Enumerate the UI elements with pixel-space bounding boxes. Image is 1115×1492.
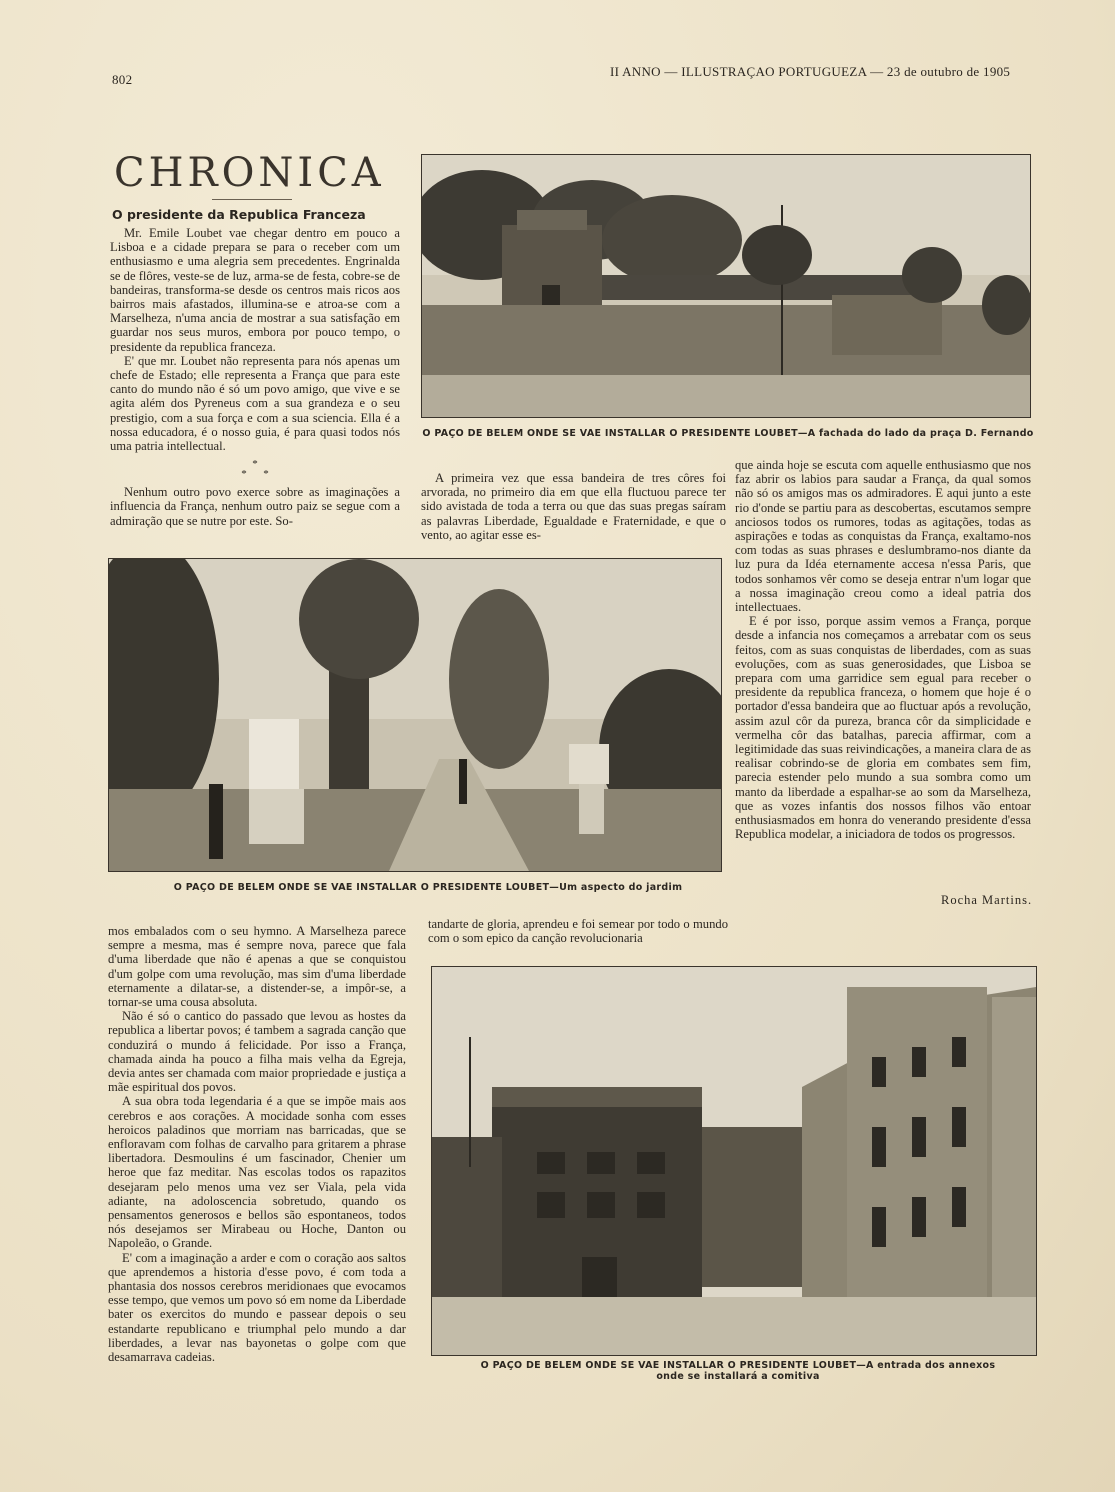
caption-line: O PAÇO DE BELEM ONDE SE VAE INSTALLAR O PRESIDENTE LOUBET—A entrada dos annexos <box>480 1360 996 1371</box>
photo-annex-entrance <box>431 966 1037 1356</box>
article-column-3 <box>735 458 1031 876</box>
caption-photo-3 <box>431 1360 1045 1382</box>
article-column-5 <box>428 917 728 949</box>
paragraph: mos embalados com o seu hymno. A Marselheza parece sempre a mesma, mas é sempre nova, parece que fala d'uma liberdade que não é apenas a que se conquistou d'um golpe com uma revolução, mas sim d'uma liberdade eternamente a dilatar-se, a distender-se, a impôr-se, a tornar-se uma cousa absoluta. <box>108 924 406 1010</box>
paragraph: E' que mr. Loubet não representa para nós apenas um chefe de Estado; elle representa a França que para este canto do mundo não é só um povo amigo, que vive e se agita além dos Pyreneus com a sua grandeza e o seu prestigio, com a sua força e com a sua sciencia. Ella é a nossa educadora, é o nosso guia, é para quasi todos nós uma patria intellectual. <box>110 353 400 454</box>
article-column-2 <box>421 471 726 543</box>
paragraph: Nenhum outro povo exerce sobre as imaginações a influencia da França, nenhum outro paiz se segue com a admiração que se nutre por este. So- <box>110 485 400 528</box>
paragraph: A primeira vez que essa bandeira de tres côres foi arvorada, no primeiro dia em que ella fluctuou parece ter sido avistada de toda a terra ou que das suas pregas saíram as palavras Liberdade, Egualdade e Fraternidade, e que o vento, ao agitar esse es- <box>421 471 726 542</box>
article-column-1 <box>110 226 400 542</box>
section-separator: * * * <box>241 458 269 481</box>
caption-photo-2: O PAÇO DE BELEM ONDE SE VAE INSTALLAR O PRESIDENTE LOUBET—Um aspecto do jardim <box>173 882 683 893</box>
photo-palace-garden <box>108 558 722 872</box>
title-divider <box>212 199 292 200</box>
photo-palace-facade <box>421 154 1031 418</box>
article-column-4 <box>108 924 406 1386</box>
paragraph: E é por isso, porque assim vemos a França, porque desde a infancia nos começamos a arrebatar com os seus feitos, com as suas conquistas de liberdades, com as suas evoluções, com as suas generosidades, que Lisboa se prepara com uma garridice sem egual para receber o presidente da republica franceza, o homem que hoje é o portador d'essa bandeira que ao fluctuar após a revolução, assim azul côr da pureza, branca côr da simplicidade e vermelha côr das batalhas, parecia affirmar, com a legitimidade das suas reivindicações, a maneira clara de as realisar cobrindo-se de gloria em combates sem fim, parecia estender pelo mundo a sua sombra como um manto da liberdade a espalhar-se ao som da Marselheza, que as vozes infantis dos nossos filhos vão entoar enthusiasmados em honra do venerando presidente d'essa Republica modelar, a iniciadora de todos os progressos. <box>735 614 1031 842</box>
page-title: CHRONICA <box>114 150 385 196</box>
page-number: 802 <box>112 72 133 87</box>
paragraph: E' com a imaginação a arder e com o coração aos saltos que aprendemos a historia d'esse povo, é com toda a phantasia dos nossos cerebros meridionaes que evocamos esse tempo, que vemos um povo só em nome da Liberdade bater os exercitos do mundo e passear depois o seu estandarte republicano e triumphal pelo mundo a dar liberdades, a levar nas bayonetas o golpe com que desamarrava cadeias. <box>108 1250 406 1365</box>
paragraph: A sua obra toda legendaria é a que se impõe mais aos cerebros e aos corações. A mocidade sonha com esses heroicos paladinos que morriam nas barricadas, que se enfloravam com folhas de carvalho para gritarem a phrase libertadora. Desmoulins é um fascinador, Chenier um heroe que faz meditar. Nas escolas todos os rapazitos desejaram pelo menos uma vez ser Viala, pela vida adiante, na adoloscencia sobretudo, quando os pensamentos generosos e bellos são espontaneos, todos nós desejamos ser Mirabeau ou Hoche, Danton ou Napoleão, o Grande. <box>108 1094 406 1251</box>
article-subtitle: O presidente da Republica Franceza <box>112 207 366 222</box>
paragraph: que ainda hoje se escuta com aquelle enthusiasmo que nos faz abrir os labios para saudar a França, da qual somos não só os amigos mas os admiradores. E aqui junto a este rio d'onde se partiu para as descobertas, escutamos sempre anciosos todos os rumores, todas as agitações, todas as aspirações e todas as conquistas da França, exaltamo-nos com todas as suas phrases e deslumbramo-nos diante da luz pura da Idéa eternamente accesa n'essa Paris, que todos sonhamos vêr como se deseja entrar n'um logar que a nossa imaginação creou como a ideal patria dos intellectuaes. <box>735 458 1031 615</box>
paragraph: Não é só o cantico do passado que levou as hostes da republica a libertar povos; é tambem a sagrada canção que conduzirá o mundo á felicidade. Por isso a França, chamada ainda ha pouco a filha mais velha da Egreja, devia antes ser chamada com maior propriedade e justiça a mãe espiritual dos povos. <box>108 1009 406 1095</box>
author-signature: Rocha Martins. <box>941 893 1033 907</box>
caption-photo-1: O PAÇO DE BELEM ONDE SE VAE INSTALLAR O PRESIDENTE LOUBET—A fachada do lado da praça D. Fernando <box>422 428 1034 439</box>
caption-line: onde se installará a comitiva <box>656 1371 820 1382</box>
paragraph: Mr. Emile Loubet vae chegar dentro em pouco a Lisboa e a cidade prepara se para o receber com um enthusiasmo e uma alegria sem precedentes. Engrinalda se de flôres, veste-se de luz, arma-se de festa, cobre-se de bandeiras, transforma-se desde os centros mais ricos aos bairros mais afastados, illumina-se e atroa-se com a Marselheza, n'uma ancia de mostrar a sua satisfação em guardar nos seus muros, embora por pouco tempo, o presidente da republica franceza. <box>110 226 400 354</box>
masthead: II ANNO — ILLUSTRAÇAO PORTUGUEZA — 23 de outubro de 1905 <box>610 64 1011 79</box>
paragraph: tandarte de gloria, aprendeu e foi semear por todo o mundo com o som epico da canção revolucionaria <box>428 917 728 946</box>
